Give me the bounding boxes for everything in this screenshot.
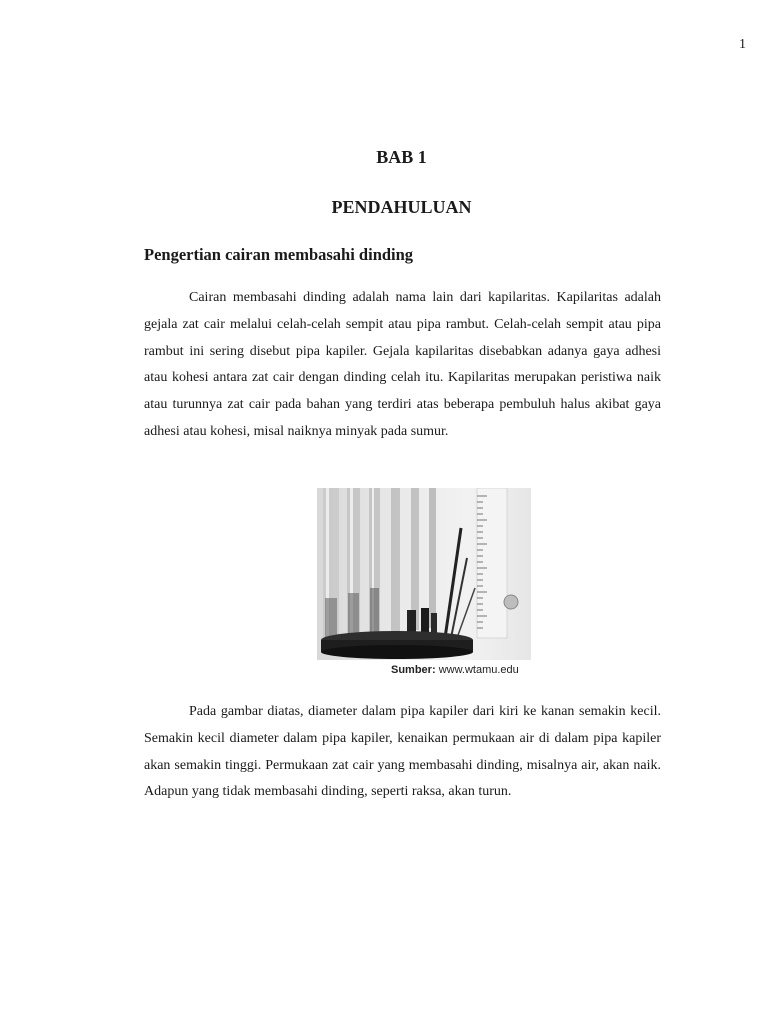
capillary-figure	[317, 488, 531, 682]
capillary-tubes-photo	[317, 488, 531, 660]
paragraph-intro: Cairan membasahi dinding adalah nama lain dari kapilaritas. Kapilaritas adalah gejala zat cair melalui celah-celah sempit atau pipa rambut. Celah-celah sempit atau pipa rambut ini sering disebut pipa kapiler. Gejala kapilaritas disebabkan adanya gaya adhesi atau kohesi antara zat cair dengan dinding celah itu. Kapilaritas merupakan peristiwa naik atau turunnya zat cair pada bahan yang terdiri atas beberapa pembuluh halus akibat gaya adhesi atau kohesi, misal naiknya minyak pada sumur.	[144, 290, 661, 439]
page-number: 1	[739, 37, 746, 52]
figure-credit-label: Sumber:	[391, 664, 436, 676]
figure-credit	[391, 664, 519, 676]
section-heading: Pengertian cairan membasahi dinding	[144, 245, 414, 264]
chapter-title: PENDAHULUAN	[331, 197, 472, 217]
figure-credit-source: www.wtamu.edu	[438, 664, 519, 676]
chapter-label: BAB 1	[376, 147, 427, 167]
paragraph-explanation: Pada gambar diatas, diameter dalam pipa kapiler dari kiri ke kanan semakin kecil. Semakin kecil diameter dalam pipa kapiler, kenaikan permukaan air di dalam pipa kapiler akan semakin tinggi. Permukaan zat cair yang membasahi dinding, misalnya air, akan naik. Adapun yang tidak membasahi dinding, seperti raksa, akan turun.	[144, 704, 661, 800]
